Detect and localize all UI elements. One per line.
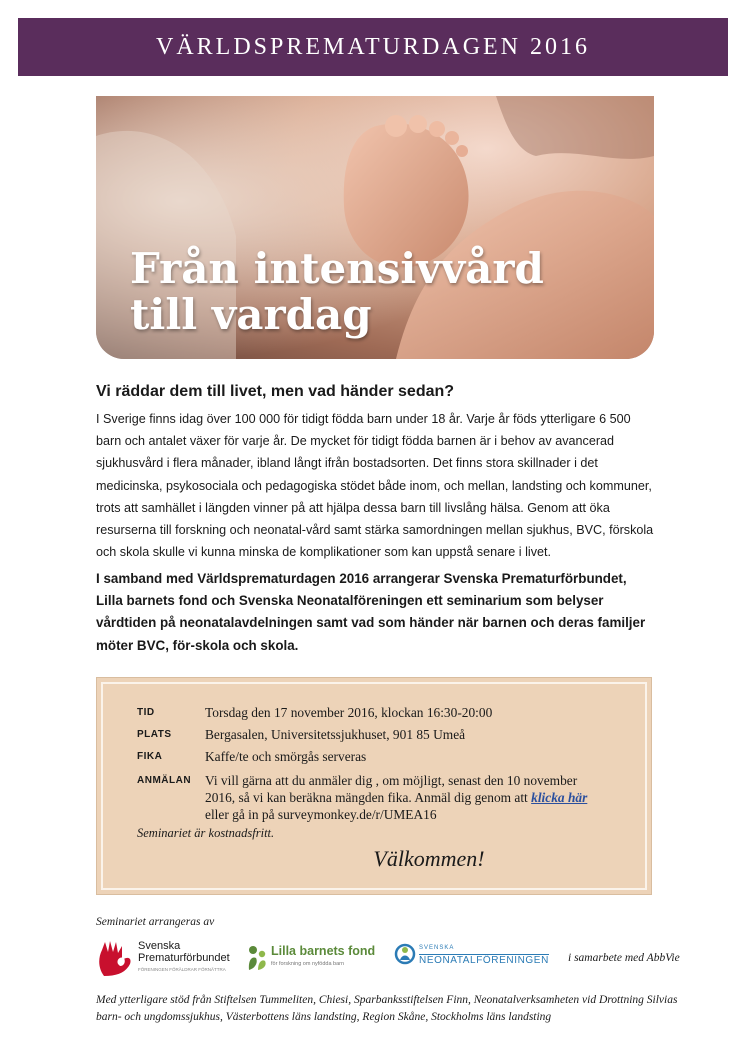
family-icon	[246, 944, 268, 972]
article-announcement: I samband med Världsprematurdagen 2016 arrangerar Svenska Prematurförbundet, Lilla barnets fond och Svenska Neonatalföreningen ett seminarium som belyser vårdtiden på neonatalavdelningen samt vad som händer när barnen och deras familjer möter BVC, för-skola och skola.	[96, 571, 646, 653]
time-value: Torsdag den 17 november 2016, klockan 16:30-20:00	[205, 705, 493, 720]
logo2-tagline: för forskning om nyfödda barn	[271, 961, 345, 967]
free-note: Seminariet är kostnadsfritt.	[137, 826, 275, 840]
logo1-line2: Prematurförbundet	[138, 952, 230, 964]
neonatal-icon	[394, 942, 416, 966]
article-body: I Sverige finns idag över 100 000 för tidigt födda barn under 18 år. Varje år föds ytterligare 6 500 barn och antalet växer för varje år. De mycket för tidigt födda barnen är i behov av avancerad sjukhusvård i flera månader, ibland långt ifrån bostadsorten. Det finns stora skillnader i det medicinska, psykosociala och pedagogiska stödet både inom, och mellan, landsting och kommuner, trots att samhället i längden vinner på att hjälpa dessa barn till livslång hälsa. Genom att öka resurserna till forskning och neonatal-vård samt stärka samordningen mellan sjukhus, BVC, förskola och skola skulle vi kunna minska de komplikationer som kan uppstå senare i livet.	[96, 412, 654, 560]
banner-title: VÄRLDSPREMATURDAGEN 2016	[155, 34, 591, 60]
organizer-logos	[96, 938, 696, 982]
registration-url-text: eller gå in på surveymonkey.de/r/UMEA16	[205, 807, 437, 822]
time-label: TID	[137, 707, 155, 718]
fika-value: Kaffe/te och smörgås serveras	[205, 749, 367, 764]
logo-prematurforbundet	[96, 938, 230, 978]
info-row-fika	[137, 748, 605, 765]
logo3-name: NEONATALFÖRENINGEN	[419, 954, 549, 966]
fika-label: FIKA	[137, 751, 163, 762]
logo2-name: Lilla barnets fond	[271, 944, 376, 958]
logo-neonatalforeningen	[394, 942, 549, 966]
hero-title-line1: Från intensivvård	[130, 244, 544, 293]
support-text: Med ytterligare stöd från Stiftelsen Tummeliten, Chiesi, Sparbanksstiftelsen Finn, Neonatalverksamheten vid Drottning Silvias barn- och ungdomssjukhus, Västerbottens läns landsting, Region Skåne, Stockholms läns landsting	[96, 994, 678, 1023]
article-heading: Vi räddar dem till livet, men vad händer sedan?	[96, 383, 455, 400]
logo-lilla-barnets-fond	[246, 944, 375, 972]
info-row-time	[137, 704, 605, 721]
registration-link[interactable]: klicka här	[531, 790, 588, 805]
registration-text: Vi vill gärna att du anmäler dig , om möjligt, senast den 10 november 2016, så vi kan beräkna mängden fika. Anmäl dig genom att	[205, 773, 578, 805]
partner-text: i samarbete med AbbVie	[568, 952, 680, 964]
logo1-line1: Svenska	[138, 940, 181, 952]
hero-title-line2: till vardag	[130, 290, 372, 339]
hero-image	[96, 96, 654, 359]
place-label: PLATS	[137, 729, 172, 740]
logo1-tagline: FÖRENINGEN FÖRÄLDRAR FÖRNÄTTRA	[138, 967, 226, 972]
info-row-place	[137, 726, 605, 743]
registration-label: ANMÄLAN	[137, 775, 192, 786]
hands-icon	[96, 938, 134, 978]
place-value: Bergasalen, Universitetssjukhuset, 901 85 Umeå	[205, 727, 466, 742]
event-info-box	[96, 677, 652, 895]
arranged-by-label: Seminariet arrangeras av	[96, 916, 215, 928]
registration-value	[205, 772, 605, 823]
hero-title	[130, 246, 544, 338]
info-row-registration	[137, 772, 605, 823]
welcome-text: Välkommen!	[373, 846, 485, 871]
header-banner	[18, 18, 728, 76]
logo3-top: SVENSKA	[419, 944, 455, 951]
